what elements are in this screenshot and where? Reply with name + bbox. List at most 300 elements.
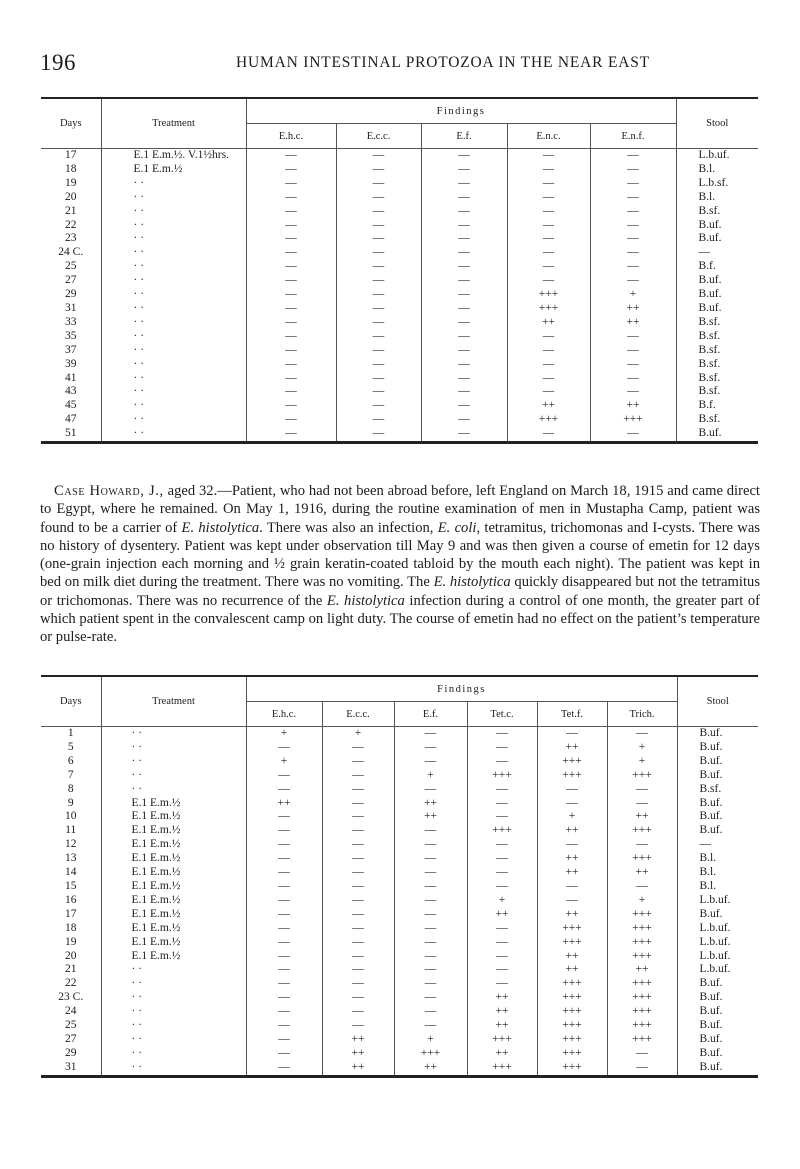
finding-cell: —	[246, 1061, 322, 1076]
day-cell: 19	[41, 177, 101, 191]
stool-cell: B.uf.	[699, 977, 723, 990]
finding-cell: ++	[394, 810, 467, 824]
finding-cell: —	[537, 838, 607, 852]
subcolumn-header: E.f.	[394, 702, 467, 727]
finding-cell: —	[322, 977, 394, 991]
finding-cell: +++	[537, 936, 607, 950]
finding-cell: +	[590, 288, 676, 302]
table-row	[41, 288, 758, 302]
finding-cell: —	[246, 1019, 322, 1033]
finding-cell: —	[590, 330, 676, 344]
finding-cell: —	[421, 316, 507, 330]
finding-cell: —	[394, 1019, 467, 1033]
finding-cell: —	[590, 232, 676, 246]
finding-cell: +++	[607, 991, 677, 1005]
finding-cell: ++	[322, 1047, 394, 1061]
findings-table-2	[41, 675, 758, 1078]
finding-cell: —	[246, 1033, 322, 1047]
day-cell: 9	[41, 797, 101, 811]
finding-cell: —	[590, 344, 676, 358]
finding-cell: ++	[467, 1005, 537, 1019]
finding-cell: —	[246, 783, 322, 797]
day-cell: 29	[41, 288, 101, 302]
finding-cell: +++	[507, 288, 590, 302]
finding-cell: +++	[607, 950, 677, 964]
treatment-cell: E.1 E.m.½	[101, 866, 246, 880]
treatment-cell: · ·	[101, 191, 246, 205]
treatment-cell: · ·	[101, 358, 246, 372]
finding-cell: —	[421, 191, 507, 205]
finding-cell: —	[322, 1005, 394, 1019]
day-cell: 22	[41, 219, 101, 233]
day-cell: 31	[41, 302, 101, 316]
finding-cell: —	[336, 191, 421, 205]
finding-cell: —	[421, 177, 507, 191]
table-row	[41, 852, 758, 866]
finding-cell: —	[336, 344, 421, 358]
finding-cell: ++	[590, 316, 676, 330]
finding-cell: —	[507, 149, 590, 163]
finding-cell: +++	[607, 852, 677, 866]
finding-cell: —	[421, 427, 507, 442]
subcolumn-header: E.h.c.	[246, 124, 336, 149]
day-cell: 7	[41, 769, 101, 783]
stool-cell: L.b.uf.	[699, 949, 731, 962]
treatment-cell: · ·	[101, 385, 246, 399]
finding-cell: —	[246, 358, 336, 372]
day-cell: 25	[41, 260, 101, 274]
finding-cell: —	[537, 797, 607, 811]
treatment-cell: · ·	[101, 316, 246, 330]
table-row	[41, 358, 758, 372]
stool-cell: B.sf.	[698, 204, 721, 217]
finding-cell: —	[246, 963, 322, 977]
table-row	[41, 316, 758, 330]
finding-cell: —	[590, 219, 676, 233]
finding-cell: —	[507, 232, 590, 246]
finding-cell: —	[336, 246, 421, 260]
stool-cell: B.uf.	[699, 1046, 723, 1059]
day-cell: 47	[41, 413, 101, 427]
finding-cell: —	[394, 880, 467, 894]
finding-cell: —	[394, 936, 467, 950]
finding-cell: —	[246, 880, 322, 894]
finding-cell: —	[336, 205, 421, 219]
finding-cell: —	[421, 302, 507, 316]
finding-cell: —	[394, 950, 467, 964]
day-cell: 5	[41, 741, 101, 755]
treatment-cell: E.1 E.m.½	[101, 936, 246, 950]
finding-cell: —	[507, 246, 590, 260]
stool-cell: B.uf.	[699, 991, 723, 1004]
stool-cell: B.uf.	[699, 1019, 723, 1032]
finding-cell: —	[336, 288, 421, 302]
treatment-cell: · ·	[101, 177, 246, 191]
page-number: 196	[40, 50, 76, 75]
finding-cell: —	[336, 399, 421, 413]
finding-cell: —	[607, 1047, 677, 1061]
finding-cell: —	[322, 810, 394, 824]
finding-cell: —	[246, 344, 336, 358]
finding-cell: +++	[607, 769, 677, 783]
finding-cell: +++	[607, 977, 677, 991]
day-cell: 15	[41, 880, 101, 894]
finding-cell: +	[322, 727, 394, 741]
day-cell: 19	[41, 936, 101, 950]
treatment-cell: · ·	[101, 274, 246, 288]
day-cell: 21	[41, 205, 101, 219]
finding-cell: —	[246, 399, 336, 413]
finding-cell: —	[336, 302, 421, 316]
finding-cell: ++	[394, 797, 467, 811]
finding-cell: +++	[467, 1061, 537, 1076]
finding-cell: +++	[607, 824, 677, 838]
finding-cell: —	[336, 232, 421, 246]
day-cell: 20	[41, 191, 101, 205]
table-row	[41, 977, 758, 991]
finding-cell: —	[246, 385, 336, 399]
finding-cell: —	[336, 219, 421, 233]
stool-cell: B.uf.	[699, 824, 723, 837]
treatment-cell: · ·	[101, 399, 246, 413]
table-row	[41, 936, 758, 950]
column-header-treatment: Treatment	[101, 676, 246, 727]
treatment-cell: E.1 E.m.½	[101, 894, 246, 908]
finding-cell: +++	[467, 824, 537, 838]
stool-cell: B.uf.	[698, 218, 722, 231]
table-row	[41, 260, 758, 274]
finding-cell: —	[322, 852, 394, 866]
finding-cell: —	[507, 163, 590, 177]
stool-cell: B.uf.	[698, 274, 722, 287]
finding-cell: +++	[537, 1047, 607, 1061]
finding-cell: ++	[322, 1061, 394, 1076]
table-row	[41, 1061, 758, 1076]
day-cell: 8	[41, 783, 101, 797]
treatment-cell: · ·	[101, 260, 246, 274]
finding-cell: —	[322, 991, 394, 1005]
finding-cell: —	[507, 260, 590, 274]
stool-cell: B.uf.	[699, 1032, 723, 1045]
finding-cell: +++	[537, 977, 607, 991]
finding-cell: —	[322, 838, 394, 852]
finding-cell: —	[507, 219, 590, 233]
day-cell: 23	[41, 232, 101, 246]
finding-cell: —	[421, 344, 507, 358]
finding-cell: —	[590, 358, 676, 372]
stool-cell: B.f.	[698, 399, 716, 412]
stool-cell: L.b.uf.	[698, 149, 730, 161]
finding-cell: —	[322, 880, 394, 894]
finding-cell: —	[394, 1005, 467, 1019]
finding-cell: +	[607, 741, 677, 755]
finding-cell: —	[322, 936, 394, 950]
finding-cell: +	[537, 810, 607, 824]
finding-cell: —	[246, 191, 336, 205]
column-header-days: Days	[41, 98, 101, 149]
finding-cell: +	[394, 769, 467, 783]
finding-cell: —	[246, 232, 336, 246]
subcolumn-header: Trich.	[607, 702, 677, 727]
treatment-cell: E.1 E.m.½	[101, 908, 246, 922]
subcolumn-header: E.h.c.	[246, 702, 322, 727]
finding-cell: —	[421, 219, 507, 233]
column-header-treatment: Treatment	[101, 98, 246, 149]
finding-cell: —	[394, 991, 467, 1005]
finding-cell: —	[537, 880, 607, 894]
treatment-cell: · ·	[101, 288, 246, 302]
day-cell: 25	[41, 1019, 101, 1033]
treatment-cell: · ·	[101, 769, 246, 783]
day-cell: 18	[41, 163, 101, 177]
finding-cell: +++	[394, 1047, 467, 1061]
stool-cell: B.uf.	[699, 1060, 723, 1073]
table-row	[41, 1047, 758, 1061]
finding-cell: —	[322, 1019, 394, 1033]
table-row	[41, 1005, 758, 1019]
finding-cell: —	[467, 950, 537, 964]
treatment-cell: E.1 E.m.½	[101, 852, 246, 866]
stool-cell: B.sf.	[699, 782, 722, 795]
finding-cell: ++	[590, 302, 676, 316]
finding-cell: —	[246, 177, 336, 191]
finding-cell: —	[537, 727, 607, 741]
finding-cell: —	[590, 260, 676, 274]
finding-cell: +++	[507, 413, 590, 427]
table-row	[41, 219, 758, 233]
finding-cell: +++	[607, 1005, 677, 1019]
table-row	[41, 330, 758, 344]
finding-cell: —	[246, 810, 322, 824]
finding-cell: ++	[590, 399, 676, 413]
finding-cell: —	[590, 163, 676, 177]
treatment-cell: · ·	[101, 977, 246, 991]
subcolumn-header: E.c.c.	[322, 702, 394, 727]
finding-cell: ++	[394, 1061, 467, 1076]
finding-cell: —	[336, 413, 421, 427]
finding-cell: —	[590, 427, 676, 442]
finding-cell: —	[246, 288, 336, 302]
finding-cell: ++	[507, 316, 590, 330]
finding-cell: —	[590, 385, 676, 399]
finding-cell: —	[322, 963, 394, 977]
finding-cell: —	[246, 219, 336, 233]
finding-cell: —	[246, 894, 322, 908]
day-cell: 17	[41, 908, 101, 922]
finding-cell: —	[590, 274, 676, 288]
stool-cell: L.b.uf.	[699, 963, 731, 976]
finding-cell: —	[336, 385, 421, 399]
finding-cell: —	[421, 205, 507, 219]
finding-cell: —	[394, 852, 467, 866]
finding-cell: —	[246, 991, 322, 1005]
finding-cell: —	[507, 274, 590, 288]
finding-cell: —	[421, 149, 507, 163]
finding-cell: —	[322, 894, 394, 908]
finding-cell: —	[537, 894, 607, 908]
finding-cell: +++	[537, 755, 607, 769]
stool-cell: B.uf.	[699, 810, 723, 823]
day-cell: 24 C.	[41, 246, 101, 260]
finding-cell: —	[394, 741, 467, 755]
finding-cell: —	[607, 838, 677, 852]
finding-cell: —	[467, 936, 537, 950]
column-header-days: Days	[41, 676, 101, 727]
treatment-cell: · ·	[101, 1019, 246, 1033]
finding-cell: —	[507, 205, 590, 219]
finding-cell: —	[336, 260, 421, 274]
finding-cell: —	[322, 950, 394, 964]
finding-cell: —	[607, 1061, 677, 1076]
finding-cell: —	[467, 727, 537, 741]
finding-cell: —	[246, 1047, 322, 1061]
table-row	[41, 741, 758, 755]
treatment-cell: · ·	[101, 302, 246, 316]
finding-cell: ++	[467, 991, 537, 1005]
table-row	[41, 880, 758, 894]
day-cell: 13	[41, 852, 101, 866]
finding-cell: +++	[537, 1033, 607, 1047]
treatment-cell: · ·	[101, 1005, 246, 1019]
finding-cell: —	[421, 330, 507, 344]
table-row	[41, 177, 758, 191]
finding-cell: —	[336, 330, 421, 344]
day-cell: 37	[41, 344, 101, 358]
treatment-cell: E.1 E.m.½	[101, 950, 246, 964]
table-row	[41, 991, 758, 1005]
table-row	[41, 783, 758, 797]
finding-cell: —	[336, 372, 421, 386]
finding-cell: —	[421, 232, 507, 246]
finding-cell: —	[590, 246, 676, 260]
finding-cell: ++	[607, 810, 677, 824]
table-row	[41, 810, 758, 824]
finding-cell: —	[421, 413, 507, 427]
stool-cell: B.f.	[698, 260, 716, 273]
day-cell: 11	[41, 824, 101, 838]
stool-cell: B.uf.	[699, 768, 723, 781]
table-row	[41, 191, 758, 205]
finding-cell: —	[507, 191, 590, 205]
day-cell: 43	[41, 385, 101, 399]
table-row	[41, 344, 758, 358]
subcolumn-header: E.f.	[421, 124, 507, 149]
subcolumn-header: E.n.f.	[590, 124, 676, 149]
treatment-cell: · ·	[101, 344, 246, 358]
finding-cell: —	[322, 908, 394, 922]
finding-cell: +	[246, 727, 322, 741]
stool-cell: B.uf.	[699, 1005, 723, 1018]
finding-cell: —	[394, 783, 467, 797]
finding-cell: ++	[537, 741, 607, 755]
day-cell: 51	[41, 427, 101, 442]
treatment-cell: E.1 E.m.½	[101, 824, 246, 838]
table-row	[41, 385, 758, 399]
finding-cell: —	[467, 922, 537, 936]
table-row	[41, 727, 758, 741]
finding-cell: —	[322, 922, 394, 936]
day-cell: 27	[41, 274, 101, 288]
finding-cell: —	[467, 810, 537, 824]
finding-cell: —	[246, 316, 336, 330]
finding-cell: +++	[537, 1005, 607, 1019]
day-cell: 22	[41, 977, 101, 991]
finding-cell: +++	[537, 991, 607, 1005]
finding-cell: —	[246, 741, 322, 755]
finding-cell: —	[246, 246, 336, 260]
finding-cell: —	[246, 838, 322, 852]
finding-cell: —	[246, 922, 322, 936]
finding-cell: —	[467, 741, 537, 755]
subcolumn-header: Tet.f.	[537, 702, 607, 727]
stool-cell: B.uf.	[699, 754, 723, 767]
day-cell: 1	[41, 727, 101, 741]
finding-cell: —	[394, 755, 467, 769]
finding-cell: —	[507, 427, 590, 442]
finding-cell: —	[607, 797, 677, 811]
stool-cell: B.sf.	[698, 343, 721, 356]
finding-cell: —	[336, 427, 421, 442]
day-cell: 27	[41, 1033, 101, 1047]
finding-cell: —	[322, 866, 394, 880]
finding-cell: ++	[507, 399, 590, 413]
finding-cell: —	[607, 783, 677, 797]
stool-cell: B.sf.	[698, 413, 721, 426]
stool-cell: B.uf.	[698, 427, 722, 440]
treatment-cell: · ·	[101, 755, 246, 769]
stool-cell: B.l.	[698, 162, 716, 175]
table-row	[41, 838, 758, 852]
finding-cell: —	[421, 399, 507, 413]
finding-cell: —	[590, 205, 676, 219]
day-cell: 39	[41, 358, 101, 372]
finding-cell: —	[507, 177, 590, 191]
subcolumn-header: Tet.c.	[467, 702, 537, 727]
finding-cell: —	[246, 866, 322, 880]
finding-cell: —	[507, 372, 590, 386]
table-row	[41, 908, 758, 922]
treatment-cell: · ·	[101, 991, 246, 1005]
finding-cell: —	[322, 797, 394, 811]
finding-cell: —	[322, 783, 394, 797]
finding-cell: ++	[467, 908, 537, 922]
treatment-cell: E.1 E.m.½	[101, 797, 246, 811]
treatment-cell: · ·	[101, 427, 246, 442]
finding-cell: +	[246, 755, 322, 769]
finding-cell: —	[590, 149, 676, 163]
finding-cell: —	[507, 330, 590, 344]
day-cell: 12	[41, 838, 101, 852]
table-row	[41, 427, 758, 442]
finding-cell: ++	[537, 852, 607, 866]
finding-cell: +++	[537, 1019, 607, 1033]
finding-cell: +	[607, 755, 677, 769]
finding-cell: ++	[607, 866, 677, 880]
day-cell: 31	[41, 1061, 101, 1076]
stool-cell: B.sf.	[698, 371, 721, 384]
finding-cell: —	[246, 149, 336, 163]
finding-cell: +++	[590, 413, 676, 427]
finding-cell: —	[394, 824, 467, 838]
treatment-cell: · ·	[101, 232, 246, 246]
finding-cell: —	[590, 191, 676, 205]
finding-cell: ++	[322, 1033, 394, 1047]
finding-cell: —	[507, 385, 590, 399]
treatment-cell: E.1 E.m.½. V.1½hrs.	[101, 149, 246, 163]
table-row	[41, 274, 758, 288]
finding-cell: —	[394, 838, 467, 852]
stool-cell: —	[698, 246, 710, 259]
